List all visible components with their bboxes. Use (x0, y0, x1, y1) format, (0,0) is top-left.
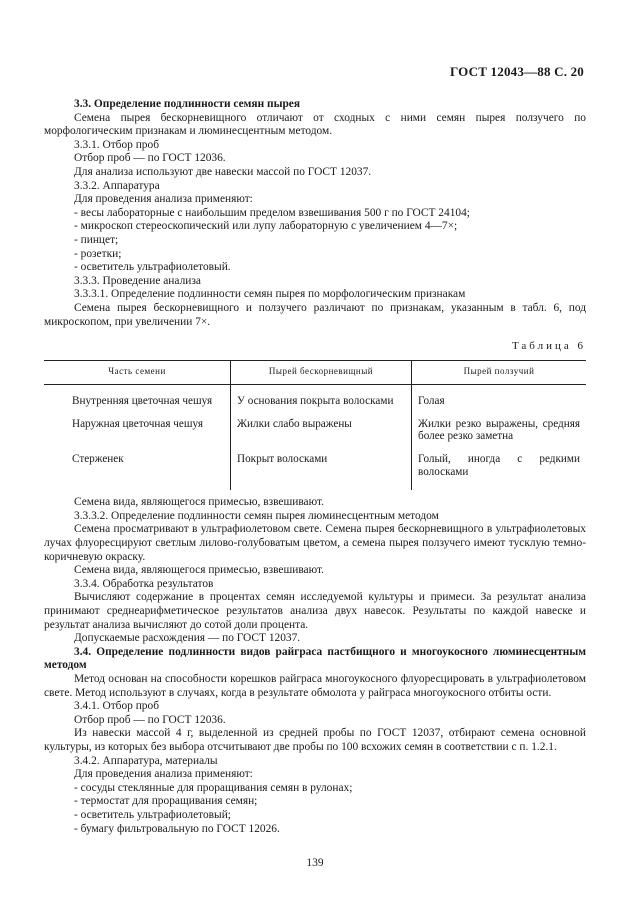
column-header: Часть семени (44, 360, 231, 385)
column-header: Пырей ползучий (412, 360, 587, 385)
table-cell: Голый, иногда с редкими волосками (412, 453, 587, 490)
subsection-heading: 3.3.3. Проведение анализа (74, 274, 201, 287)
paragraph: Семена вида, являющегося примесью, взвешивают. (74, 496, 324, 509)
subsection-heading: 3.3.3.2. Определение подлинности семян пырея люминесцентным методом (74, 509, 439, 522)
table-row (44, 418, 586, 453)
paragraph: Для проведения анализа применяют: (74, 193, 253, 206)
paragraph: Для проведения анализа применяют: (74, 768, 253, 781)
section-heading: 3.4. Определение подлинности видов райграса пастбищного и многоукосного люминесцентным методом (44, 645, 586, 672)
paragraph: Семена пырея бескорневищного отличают от сходных с ними семян пырея ползучего по морфологическим признакам и люминесцентным методом. (44, 111, 586, 138)
list-item: - весы лабораторные с наибольшим пределом взвешивания 500 г по ГОСТ 24104; (74, 206, 470, 219)
subsection-heading: 3.3.3.1. Определение подлинности семян пырея по морфологическим признакам (74, 288, 466, 301)
table-header-row (44, 360, 586, 385)
table-cell: Стерженек (72, 453, 124, 466)
document-body (44, 98, 586, 836)
list-item: - розетки; (74, 247, 122, 260)
page-number: 139 (306, 857, 324, 869)
paragraph: Из навески массой 4 г, выделенной из средней пробы по ГОСТ 12037, отбирают семена основной культуры, из которых без выбора отсчитывают две пробы по 100 всхожих семян в соответствии с п. 1.2.1. (44, 727, 586, 753)
section-3-3 (44, 98, 586, 329)
table-cell: Наружная цветочная чешуя (72, 417, 203, 430)
paragraph: Семена вида, являющегося примесью, взвешивают. (74, 564, 324, 577)
table-cell: Жилки слабо выражены (231, 418, 412, 453)
section-heading: 3.3. Определение подлинности семян пырея (74, 98, 301, 110)
subsection-heading: 3.3.1. Отбор проб (74, 138, 159, 151)
table-row (44, 385, 586, 418)
paragraph: Метод основан на способности корешков райграса многоукосного флуоресцировать в ультрафиолетовом свете. Метод используют в случаях, когда в результате обмолота у райграса многоукосного отбиты ости. (44, 672, 586, 699)
subsection-heading: 3.3.4. Обработка результатов (74, 577, 214, 590)
table-row (44, 453, 586, 490)
column-header: Пырей бескорневищный (231, 360, 412, 385)
paragraph: Отбор проб — по ГОСТ 12036. (74, 713, 226, 726)
section-3-3-continued (44, 496, 586, 836)
paragraph: Семена просматривают в ультрафиолетовом свете. Семена пырея бескорневищного в ультрафиолетовых лучах флуоресцируют светлым лилово-голубоватым цветом, а семена пырея ползучего имеют тусклую темно-коричневую окраску. (44, 523, 586, 563)
list-item: - микроскоп стереоскопический или лупу лабораторную с увеличением 4—7×; (74, 220, 458, 233)
list-item: - термостат для проращивания семян; (74, 795, 258, 808)
table-cell: Голая (412, 385, 587, 418)
table-caption: Таблица 6 (511, 340, 586, 353)
list-item: - бумагу фильтровальную по ГОСТ 12026. (74, 822, 280, 835)
subsection-heading: 3.4.1. Отбор проб (74, 700, 159, 713)
table-cell: У основания покрыта волосками (231, 385, 412, 418)
page-header: ГОСТ 12043—88 С. 20 (450, 64, 584, 79)
list-item: - осветитель ультрафиолетовый; (74, 808, 231, 821)
comparison-table (44, 360, 586, 491)
paragraph: Для анализа используют две навески массой по ГОСТ 12037. (74, 165, 372, 178)
list-item: - пинцет; (74, 233, 119, 246)
paragraph: Семена пырея бескорневищного и ползучего различают по признакам, указанным в табл. 6, под микроскопом, при увеличении 7×. (44, 301, 586, 328)
paragraph: Допускаемые расхождения — по ГОСТ 12037. (74, 632, 301, 645)
subsection-heading: 3.3.2. Аппаратура (74, 179, 160, 192)
list-item: - сосуды стеклянные для проращивания семян в рулонах; (74, 781, 353, 794)
list-item: - осветитель ультрафиолетовый. (74, 261, 231, 274)
subsection-heading: 3.4.2. Аппаратура, материалы (74, 754, 218, 767)
table-cell: Жилки резко выражены, средняя более резко заметна (412, 418, 587, 453)
table-cell: Покрыт волосками (231, 453, 412, 490)
paragraph: Отбор проб — по ГОСТ 12036. (74, 152, 226, 165)
paragraph: Вычисляют содержание в процентах семян исследуемой культуры и примеси. За результат анализа принимают среднеарифметическое результатов анализа двух навесок. Результаты по каждой навеске и результат анализа вычисляют до сотой доли процента. (44, 591, 586, 631)
table-cell: Внутренняя цветочная чешуя (72, 395, 213, 408)
